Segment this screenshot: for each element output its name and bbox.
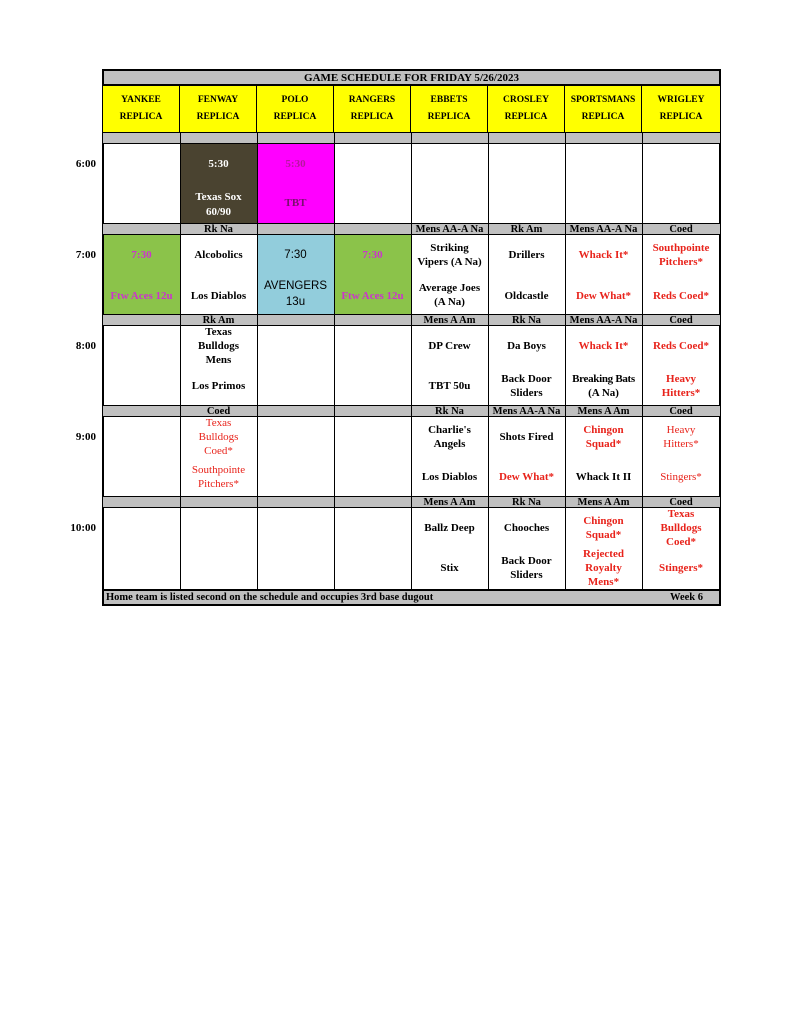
fenway-7-game-b: Los Diablos [190,290,247,302]
sportsmans-10-game-b-line2: Royalty [585,562,622,574]
grid-line [334,132,335,589]
wrigley-9-game-a: Heavy [666,424,696,436]
sportsmans-8-game-a: Whack It* [578,340,629,352]
division-label: Mens AA-A Na [415,224,484,235]
wrigley-10-game-a-line2: Bulldogs [660,522,702,534]
grid-line [411,132,412,589]
wrigley-9-game-b: Stingers* [660,471,702,483]
field-header-fenway: FENWAY REPLICA [180,86,257,132]
division-label: Mens AA-A Na [569,315,638,326]
polo-7-time: 7:30 [284,249,307,261]
wrigley-8-game-a: Reds Coed* [653,340,709,352]
sportsmans-8-game-b-line2: (A Na) [588,387,619,399]
ebbets-10-game-b: Stix [440,562,459,574]
ebbets-8-game-b: TBT 50u [428,380,471,392]
sportsmans-9-game-a: Chingon [583,424,624,436]
sportsmans-8-game-b: Breaking Bats [572,373,635,385]
ebbets-9-game-a-line2: Angels [433,438,466,450]
crosley-7-game-a: Drillers [508,249,545,261]
wrigley-8-game-b: Heavy [666,373,696,385]
division-label: Rk Na [435,406,464,417]
division-label: Coed [669,224,693,235]
fenway-9-game-a-line3: Coed* [204,445,233,457]
division-label: Mens A Am [577,406,630,417]
fenway-9-game-a: Texas [205,417,232,429]
polo-6-team: TBT [284,197,307,209]
division-label: Rk Na [204,224,233,235]
crosley-9-game-a: Shots Fired [499,431,554,443]
fenway-8-game-b: Los Primos [191,380,246,392]
crosley-7-game-b: Oldcastle [504,290,549,302]
crosley-8-game-a: Da Boys [507,340,546,352]
field-header-crosley: CROSLEY REPLICA [488,86,565,132]
fenway-6-team-line2: 60/90 [205,206,232,218]
wrigley-8-game-b-line2: Hitters* [661,387,701,399]
sportsmans-10-game-a-line2: Squad* [585,529,622,541]
field-header-wrigley: WRIGLEY REPLICA [642,86,720,132]
division-label: Mens A Am [423,497,476,508]
time-label: 10:00 [70,522,96,534]
rangers-7-team: Ftw Aces 12u [341,290,404,302]
fenway-8-game-a-line2: Bulldogs [198,340,239,352]
crosley-8-game-b-line2: Sliders [510,387,543,399]
field-header-polo: POLO REPLICA [257,86,334,132]
division-label: Mens A Am [577,497,630,508]
ebbets-7-game-b-line2: (A Na) [434,296,465,308]
fenway-6-team: Texas Sox [195,191,242,203]
division-label: Coed [669,315,693,326]
fenway-9-game-a-line2: Bulldogs [198,431,239,443]
division-label: Rk Na [512,497,541,508]
ebbets-7-game-a-line2: Vipers (A Na) [417,256,482,268]
grid-line [488,132,489,589]
division-label: Rk Am [202,315,235,326]
ebbets-7-game-b: Average Joes [418,282,481,294]
sportsmans-9-game-b: Whack It II [575,471,632,483]
wrigley-10-game-a-line3: Coed* [666,536,696,548]
fenway-9-game-b-line2: Pitchers* [198,478,239,490]
week-label: Week 6 [670,592,703,603]
division-label: Rk Am [510,224,543,235]
crosley-10-game-b: Back Door [501,555,552,567]
field-header-yankee: YANKEE REPLICA [103,86,180,132]
field-header-ebbets: EBBETS REPLICA [411,86,488,132]
sportsmans-7-game-b: Dew What* [575,290,632,302]
time-label: 7:00 [75,249,96,261]
fenway-6-time: 5:30 [208,158,229,170]
fenway-9-game-b: Southpointe [191,464,246,476]
sportsmans-9-game-a-line2: Squad* [585,438,622,450]
division-label: Mens AA-A Na [569,224,638,235]
division-label: Mens A Am [423,315,476,326]
crosley-10-game-a: Chooches [503,522,550,534]
time-label: 8:00 [75,340,96,352]
sportsmans-10-game-b: Rejected [583,548,624,560]
sportsmans-10-game-a: Chingon [583,515,624,527]
footer-bar [102,589,721,606]
crosley-8-game-b: Back Door [501,373,552,385]
ebbets-10-game-a: Ballz Deep [424,522,475,534]
home-team-note: Home team is listed second on the schedule and occupies 3rd base dugout [106,592,434,603]
yankee-7-team: Ftw Aces 12u [110,290,173,302]
field-header-sportsmans: SPORTSMANS REPLICA [565,86,642,132]
ebbets-8-game-a: DP Crew [428,340,471,352]
time-label: 9:00 [75,431,96,443]
division-label: Rk Na [512,315,541,326]
wrigley-9-game-a-line2: Hitters* [663,438,699,450]
division-label: Coed [206,406,231,417]
ebbets-9-game-a: Charlie's [428,424,471,436]
ebbets-9-game-b: Los Diablos [421,471,478,483]
field-header-rangers: RANGERS REPLICA [334,86,411,132]
rangers-7-time: 7:30 [362,249,383,261]
crosley-10-game-b-line2: Sliders [510,569,543,581]
sportsmans-7-game-a: Whack It* [578,249,629,261]
wrigley-7-game-a: Southpointe [652,242,710,254]
fenway-8-game-a-line3: Mens [205,354,232,366]
wrigley-7-game-a-line2: Pitchers* [659,256,703,268]
division-label: Coed [669,497,693,508]
wrigley-10-game-a: Texas [667,508,695,520]
time-label: 6:00 [75,158,96,170]
crosley-9-game-b: Dew What* [498,471,555,483]
polo-7-team: AVENGERS [263,280,328,292]
fenway-8-game-a: Texas [205,326,232,338]
ebbets-7-game-a: Striking [430,242,469,254]
division-label: Coed [669,406,693,417]
fenway-7-game-a: Alcobolics [194,249,243,261]
yankee-7-time: 7:30 [131,249,152,261]
wrigley-10-game-b: Stingers* [659,562,703,574]
wrigley-7-game-b: Reds Coed* [653,290,709,302]
polo-7-team-line2: 13u [285,296,306,308]
division-label: Mens AA-A Na [492,406,561,417]
polo-6-time: 5:30 [285,158,306,170]
page-title: GAME SCHEDULE FOR FRIDAY 5/26/2023 [102,69,721,86]
sportsmans-10-game-b-line3: Mens* [587,576,620,588]
